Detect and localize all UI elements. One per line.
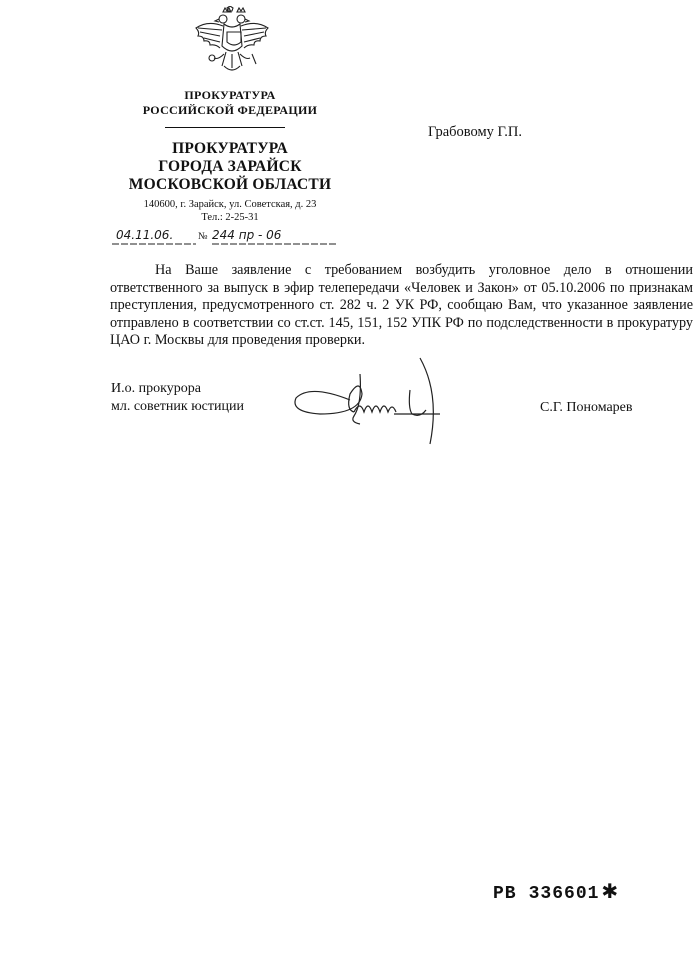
double-headed-eagle-icon	[190, 6, 270, 82]
org-name-line2: РОССИЙСКОЙ ФЕДЕРАЦИИ	[142, 103, 318, 117]
office-name-line1: ПРОКУРАТУРА	[172, 140, 288, 157]
recipient: Грабовому Г.П.	[428, 124, 523, 140]
office-name-line2: ГОРОДА ЗАРАЙСК	[158, 158, 302, 175]
office-name-line3: МОСКОВСКОЙ ОБЛАСТИ	[128, 176, 332, 193]
signatory-title-line2: мл. советник юстиции	[111, 399, 244, 414]
handwritten-date: 04.11.06.	[116, 228, 174, 242]
office-address: 140600, г. Зарайск, ул. Советская, д. 23	[143, 199, 317, 210]
serial-asterisk-icon: ✱	[601, 879, 620, 903]
signatory-name: С.Г. Пономарев	[540, 400, 633, 415]
signatory-title-line1: И.о. прокурора	[111, 381, 201, 396]
serial-number: 336601	[528, 884, 600, 904]
number-sign: №	[198, 231, 208, 242]
header-divider	[165, 127, 285, 128]
org-name-line1: ПРОКУРАТУРА	[184, 88, 276, 102]
handwritten-number: 244 пр - 06	[212, 228, 282, 242]
office-phone: Тел.: 2-25-31	[201, 212, 259, 223]
form-serial-number	[493, 879, 619, 904]
serial-prefix: РВ	[493, 884, 517, 904]
letter-body: На Ваше заявление с требованием возбудить уголовное дело в отношении ответственного за выпуск в эфир телепередачи «Человек и Закон» от 05.10.2006 по признакам преступления, предусмотренного ст. 282 ч. 2 УК РФ, сообщаю Вам, что указанное заявление отправлено в соответствии со ст.ст. 145, 151, 152 УПК РФ по подследственности в прокуратуру ЦАО г. Москвы для проведения проверки.	[110, 262, 693, 349]
handwritten-signature	[290, 354, 460, 454]
registration-line	[112, 228, 342, 248]
